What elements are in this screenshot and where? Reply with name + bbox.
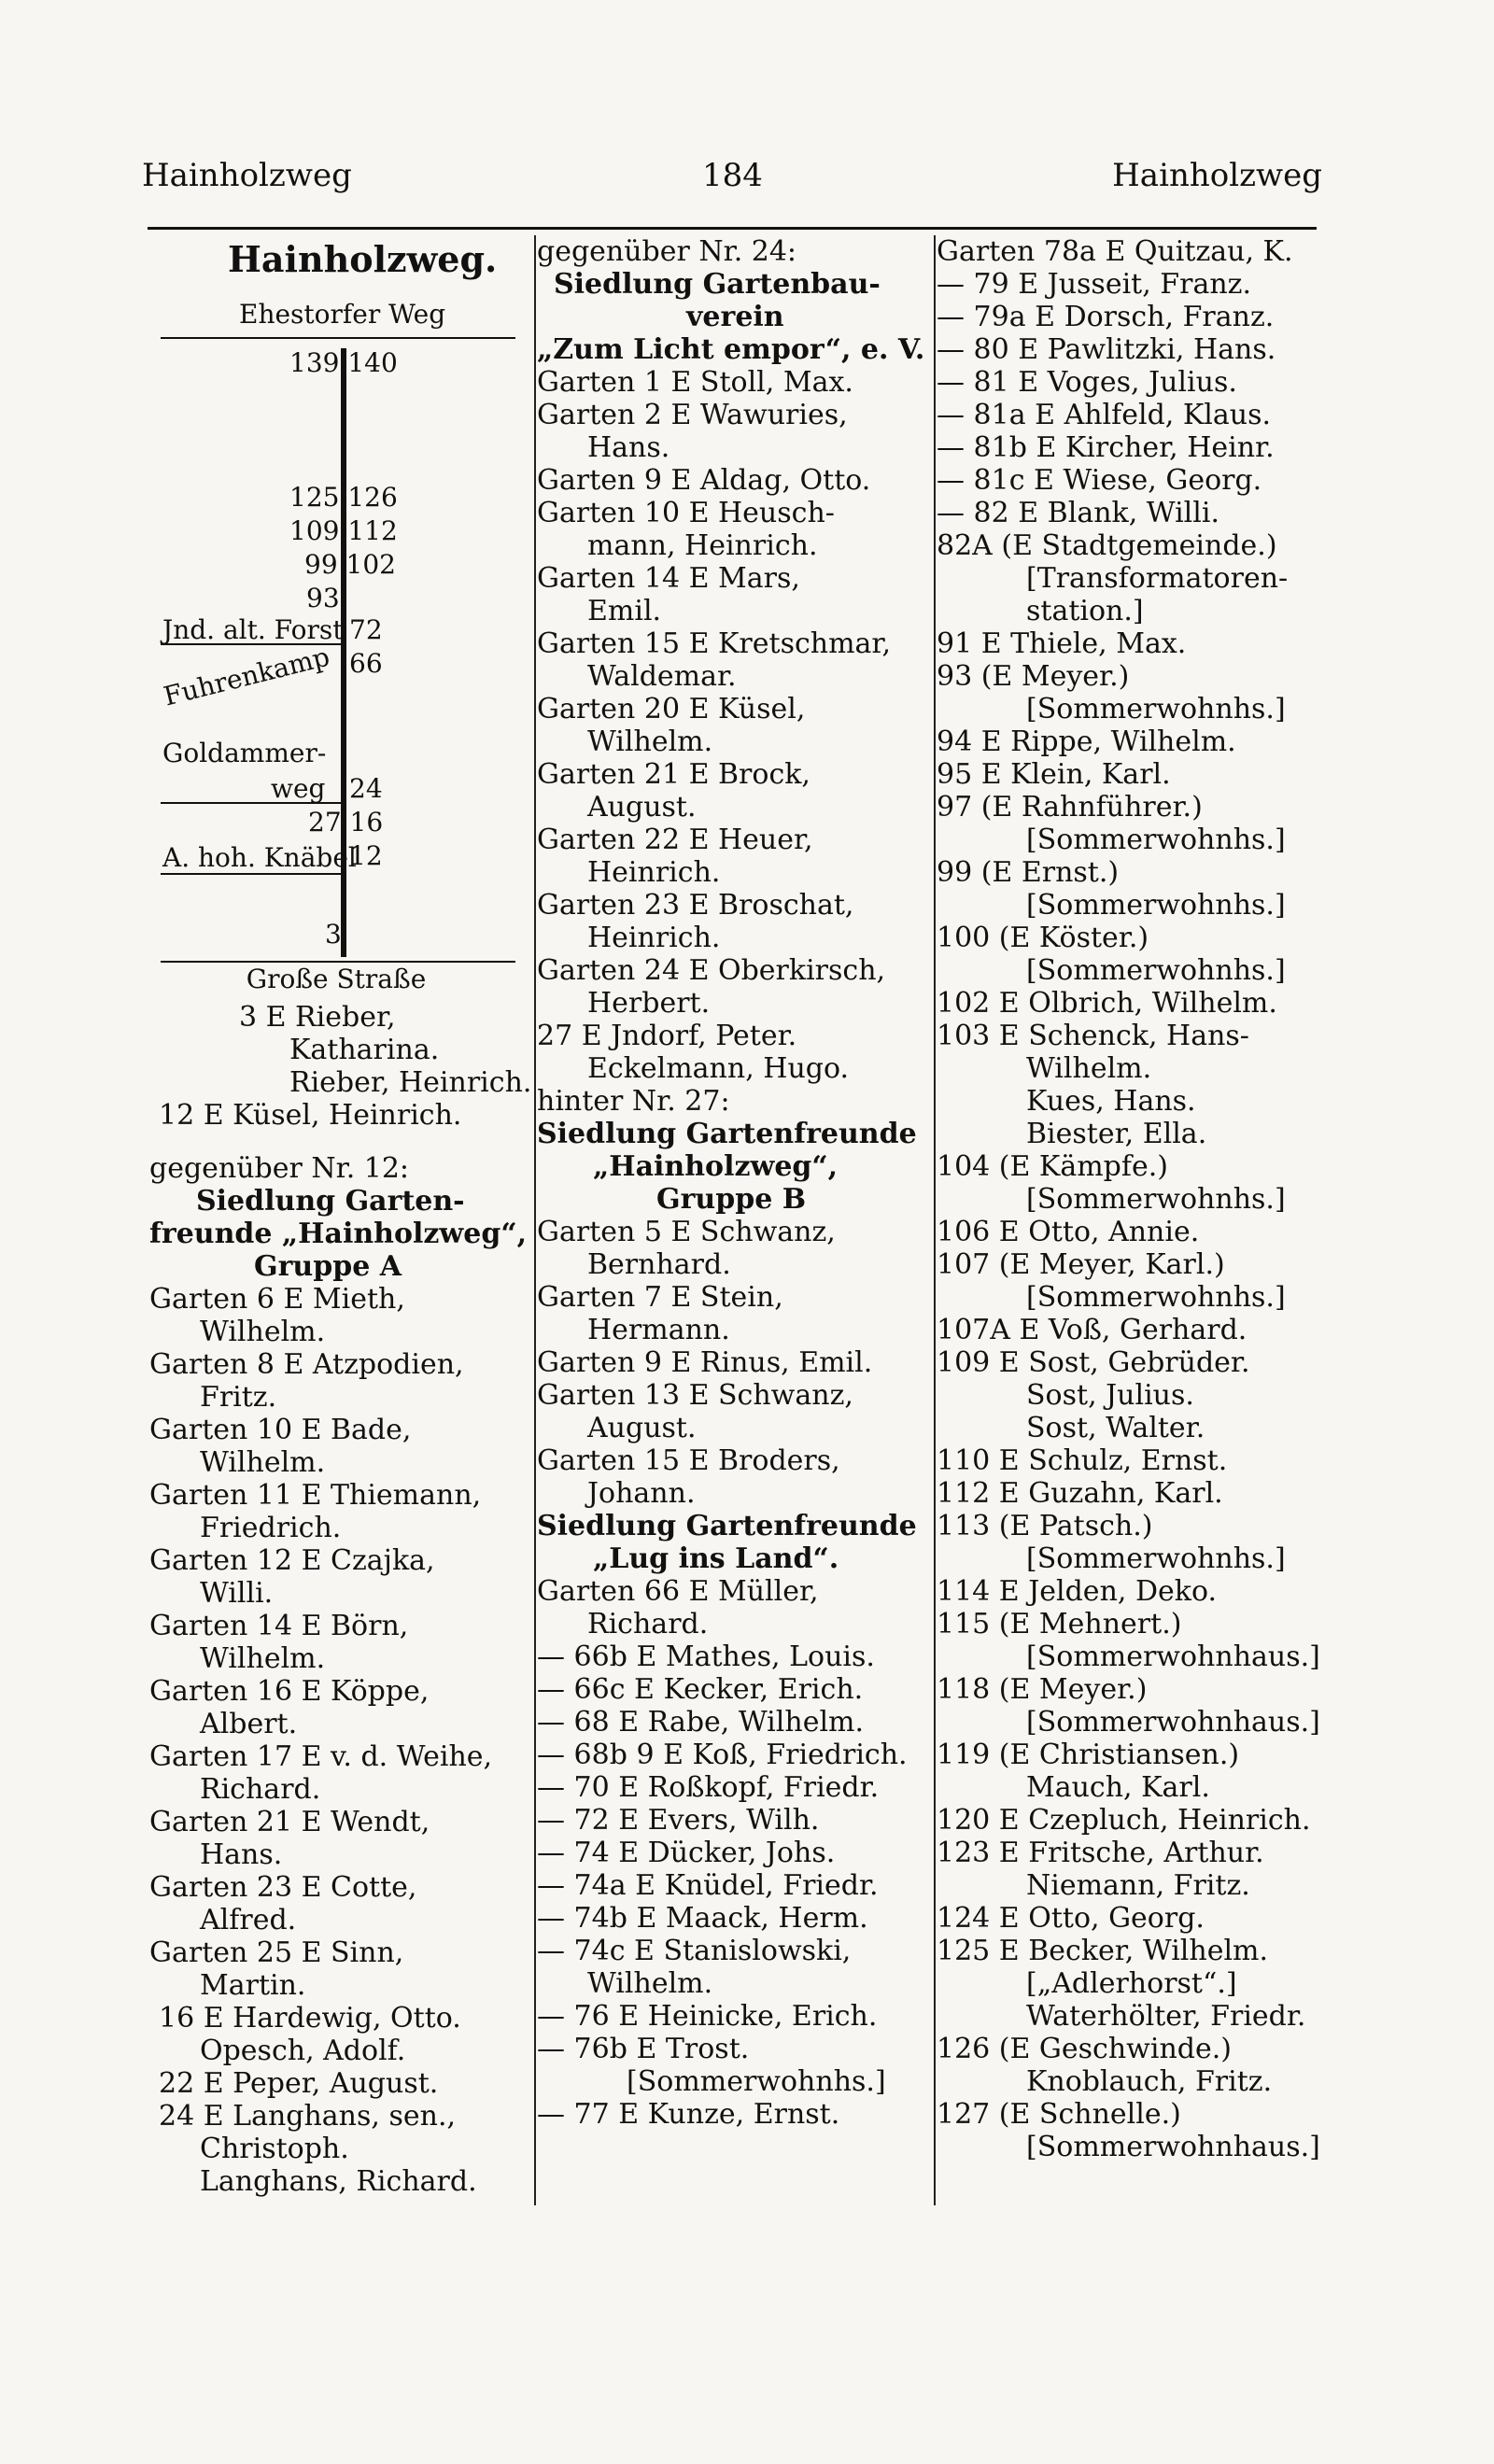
- entry-line: — 76b E Trost.: [537, 2033, 750, 2065]
- entry-line: Knoblauch, Fritz.: [1026, 2065, 1273, 2098]
- section-heading: „Zum Licht empor“, e. V.: [537, 333, 925, 366]
- entry-line: 120 E Czepluch, Heinrich.: [937, 1804, 1311, 1837]
- entry-line: Hans.: [587, 431, 670, 464]
- entry-line: gegenüber Nr. 24:: [537, 235, 797, 268]
- entry-line: Garten 66 E Müller,: [537, 1575, 819, 1608]
- entry-line: Garten 7 E Stein,: [537, 1281, 783, 1314]
- entry-line: 103 E Schenck, Hans-: [937, 1020, 1249, 1052]
- entry-line: Wilhelm.: [200, 1316, 326, 1348]
- diagram-label: 24: [349, 773, 383, 804]
- diagram-label: 27 16: [308, 807, 384, 838]
- header-rule: [148, 227, 1317, 230]
- entry-line: Christoph.: [200, 2133, 349, 2165]
- diagram-label: A. hoh. Knäbel: [162, 842, 357, 873]
- entry-line: Garten 6 E Mieth,: [149, 1283, 405, 1316]
- section-heading: Gruppe A: [254, 1250, 402, 1283]
- entry-line: Wilhelm.: [1026, 1052, 1152, 1085]
- column-3: [937, 235, 1329, 2163]
- entry-line: — 81a E Ahlfeld, Klaus.: [937, 399, 1272, 431]
- entry-line: — 74b E Maack, Herm.: [537, 1902, 868, 1935]
- diagram-label: 125 126: [289, 482, 398, 513]
- entry-line: — 79a E Dorsch, Franz.: [937, 301, 1275, 333]
- entry-line: 106 E Otto, Annie.: [937, 1216, 1200, 1248]
- entry-line: Garten 24 E Oberkirsch,: [537, 954, 886, 987]
- diagram-label: 109 112: [289, 515, 398, 546]
- entry-line: 107A E Voß, Gerhard.: [937, 1314, 1247, 1346]
- entry-line: 99 (E Ernst.): [937, 856, 1120, 889]
- entry-line: 110 E Schulz, Ernst.: [937, 1444, 1228, 1477]
- diagram-label: 99 102: [304, 549, 396, 580]
- entry-line: — 82 E Blank, Willi.: [937, 497, 1220, 529]
- entry-line: [Sommerwohnhaus.]: [1026, 2131, 1320, 2163]
- diagram-label: 12: [349, 840, 383, 871]
- entry-line: gegenüber Nr. 12:: [149, 1152, 410, 1185]
- entry-line: 94 E Rippe, Wilhelm.: [937, 725, 1236, 758]
- entry-line: Garten 25 E Sinn,: [149, 1936, 404, 1969]
- entry-line: — 66b E Mathes, Louis.: [537, 1640, 875, 1673]
- entry-line: [Sommerwohnhs.]: [1026, 954, 1286, 987]
- entry-line: — 68b 9 E Koß, Friedrich.: [537, 1739, 908, 1771]
- diagram-label: 93: [306, 583, 340, 613]
- entry-line: Garten 5 E Schwanz,: [537, 1216, 836, 1248]
- entry-line: 16 E Hardewig, Otto.: [159, 2002, 461, 2035]
- entry-line: — 77 E Kunze, Ernst.: [537, 2098, 840, 2131]
- entry-line: [Sommerwohnhs.]: [1026, 824, 1286, 856]
- entry-line: Albert.: [200, 1708, 298, 1740]
- entry-line: 107 (E Meyer, Karl.): [937, 1248, 1225, 1281]
- entry-line: — 70 E Roßkopf, Friedr.: [537, 1771, 880, 1804]
- entry-line: — 74c E Stanislowski,: [537, 1935, 852, 1967]
- entry-line: Bernhard.: [587, 1248, 731, 1281]
- entry-line: Sost, Julius.: [1026, 1379, 1194, 1412]
- entry-line: 114 E Jelden, Deko.: [937, 1575, 1218, 1608]
- entry-line: 127 (E Schnelle.): [937, 2098, 1181, 2131]
- entry-line: station.]: [1026, 595, 1144, 627]
- entry-line: Garten 15 E Broders,: [537, 1444, 840, 1477]
- entry-line: Heinrich.: [587, 922, 721, 954]
- entry-line: Friedrich.: [200, 1512, 342, 1544]
- header-right-street: Hainholzweg: [1112, 157, 1322, 194]
- entry-line: 125 E Becker, Wilhelm.: [937, 1935, 1269, 1967]
- entry-line: 24 E Langhans, sen.,: [159, 2100, 457, 2133]
- entry-line: 22 E Peper, August.: [159, 2067, 439, 2100]
- entry-line: [Sommerwohnhs.]: [627, 2065, 886, 2098]
- entry-line: August.: [587, 1412, 697, 1444]
- entry-line: Rieber, Heinrich.: [289, 1066, 532, 1099]
- entry-line: 100 (E Köster.): [937, 922, 1149, 954]
- entry-line: [Sommerwohnhaus.]: [1026, 1706, 1320, 1739]
- entry-line: hinter Nr. 27:: [537, 1085, 730, 1118]
- entry-line: Garten 21 E Brock,: [537, 758, 810, 791]
- diagram-label: Fuhrenkamp: [161, 641, 333, 712]
- section-heading: freunde „Hainholzweg“,: [149, 1218, 528, 1250]
- entry-line: Fritz.: [200, 1381, 277, 1414]
- diagram-bottom-street: Große Straße: [246, 964, 427, 994]
- entry-line: Garten 23 E Broschat,: [537, 889, 854, 922]
- entry-line: [Sommerwohnhs.]: [1026, 1183, 1286, 1216]
- section-heading: Siedlung Garten-: [196, 1185, 465, 1218]
- entry-line: Biester, Ella.: [1026, 1118, 1207, 1150]
- diagram-label: Jnd. alt. Forst: [162, 614, 344, 645]
- entry-line: Richard.: [200, 1773, 321, 1806]
- entry-line: Garten 14 E Börn,: [149, 1610, 409, 1642]
- entry-line: Garten 16 E Köppe,: [149, 1675, 430, 1708]
- page-number: 184: [702, 157, 763, 194]
- entry-line: Herbert.: [587, 987, 711, 1020]
- entry-line: 109 E Sost, Gebrüder.: [937, 1346, 1250, 1379]
- entry-line: Heinrich.: [587, 856, 721, 889]
- entry-line: [Sommerwohnhs.]: [1026, 693, 1286, 725]
- entry-line: 124 E Otto, Georg.: [937, 1902, 1205, 1935]
- diagram-label: weg: [271, 773, 326, 804]
- entry-line: Mauch, Karl.: [1026, 1771, 1210, 1804]
- entry-line: 102 E Olbrich, Wilhelm.: [937, 987, 1277, 1020]
- entry-line: 123 E Fritsche, Arthur.: [937, 1837, 1264, 1869]
- entry-line: — 81 E Voges, Julius.: [937, 366, 1237, 399]
- entry-line: — 68 E Rabe, Wilhelm.: [537, 1706, 865, 1739]
- entry-line: Wilhelm.: [200, 1642, 326, 1675]
- entry-line: — 81c E Wiese, Georg.: [937, 464, 1262, 497]
- entry-line: Garten 78a E Quitzau, K.: [937, 235, 1293, 268]
- diagram-label: 139 140: [289, 347, 398, 378]
- entry-line: [Transformatoren-: [1026, 562, 1289, 595]
- entry-line: Garten 9 E Rinus, Emil.: [537, 1346, 873, 1379]
- section-heading: Siedlung Gartenbau-: [554, 268, 881, 301]
- entry-line: Alfred.: [200, 1904, 297, 1936]
- entry-line: Garten 11 E Thiemann,: [149, 1479, 482, 1512]
- entry-line: [Sommerwohnhs.]: [1026, 889, 1286, 922]
- section-heading: „Hainholzweg“,: [593, 1150, 839, 1183]
- entry-line: [Sommerwohnhs.]: [1026, 1281, 1286, 1314]
- street-title: Hainholzweg.: [228, 238, 498, 280]
- entry-line: Garten 12 E Czajka,: [149, 1544, 435, 1577]
- entry-line: Katharina.: [289, 1034, 440, 1066]
- entry-line: [Sommerwohnhs.]: [1026, 1542, 1286, 1575]
- entry-line: Niemann, Fritz.: [1026, 1869, 1250, 1902]
- entry-line: Richard.: [587, 1608, 709, 1640]
- entry-line: Garten 21 E Wendt,: [149, 1806, 430, 1838]
- section-heading: Siedlung Gartenfreunde: [537, 1118, 917, 1150]
- entry-line: — 72 E Evers, Wilh.: [537, 1804, 820, 1837]
- entry-line: 119 (E Christiansen.): [937, 1739, 1240, 1771]
- entry-line: [„Adlerhorst“.]: [1026, 1967, 1237, 2000]
- entry-line: 12 E Küsel, Heinrich.: [159, 1099, 462, 1132]
- entry-line: — 76 E Heinicke, Erich.: [537, 2000, 878, 2033]
- entry-line: 82A (E Stadtgemeinde.): [937, 529, 1277, 562]
- section-heading: Gruppe B: [656, 1183, 807, 1216]
- entry-line: — 81b E Kircher, Heinr.: [937, 431, 1275, 464]
- diagram-rule: [161, 802, 342, 804]
- entry-line: August.: [587, 791, 697, 824]
- diagram-rule-bottom: [161, 961, 515, 963]
- column-2: [537, 235, 937, 2131]
- entry-line: Eckelmann, Hugo.: [587, 1052, 850, 1085]
- entry-line: 115 (E Mehnert.): [937, 1608, 1182, 1640]
- entry-line: 118 (E Meyer.): [937, 1673, 1148, 1706]
- entry-line: 97 (E Rahnführer.): [937, 791, 1203, 824]
- entry-line: 113 (E Patsch.): [937, 1510, 1153, 1542]
- entry-line: Johann.: [587, 1477, 696, 1510]
- entry-line: Garten 10 E Bade,: [149, 1414, 412, 1446]
- entry-line: Waterhölter, Friedr.: [1026, 2000, 1306, 2033]
- entry-line: Wilhelm.: [587, 725, 713, 758]
- diagram-top-street: Ehestorfer Weg: [239, 299, 446, 330]
- entry-line: Kues, Hans.: [1026, 1085, 1196, 1118]
- entry-line: Garten 15 E Kretschmar,: [537, 627, 891, 660]
- diagram-label: 72: [349, 614, 383, 645]
- header-left-street: Hainholzweg: [142, 157, 352, 194]
- entry-line: Garten 1 E Stoll, Max.: [537, 366, 853, 399]
- entry-line: Garten 20 E Küsel,: [537, 693, 806, 725]
- section-heading: verein: [686, 301, 784, 333]
- entry-line: Garten 8 E Atzpodien,: [149, 1348, 464, 1381]
- entry-line: Garten 2 E Wawuries,: [537, 399, 848, 431]
- entry-line: 27 E Jndorf, Peter.: [537, 1020, 797, 1052]
- entry-line: 95 E Klein, Karl.: [937, 758, 1171, 791]
- entry-line: Martin.: [200, 1969, 306, 2002]
- entry-line: 112 E Guzahn, Karl.: [937, 1477, 1223, 1510]
- entry-line: — 74 E Dücker, Johs.: [537, 1837, 836, 1869]
- entry-line: Garten 9 E Aldag, Otto.: [537, 464, 871, 497]
- column-divider-1: [534, 235, 536, 2205]
- entry-line: Hans.: [200, 1838, 283, 1871]
- entry-line: Emil.: [587, 595, 662, 627]
- entry-line: 91 E Thiele, Max.: [937, 627, 1187, 660]
- diagram-rule-top: [161, 337, 515, 339]
- entry-line: Sost, Walter.: [1026, 1412, 1205, 1444]
- entry-line: Hermann.: [587, 1314, 730, 1346]
- diagram-rule: [161, 873, 342, 875]
- entry-line: Willi.: [200, 1577, 274, 1610]
- entry-line: [Sommerwohnhaus.]: [1026, 1640, 1320, 1673]
- entry-line: — 74a E Knüdel, Friedr.: [537, 1869, 879, 1902]
- diagram-label: Goldammer-: [162, 738, 327, 768]
- section-heading: „Lug ins Land“.: [593, 1542, 839, 1575]
- entry-line: — 66c E Kecker, Erich.: [537, 1673, 864, 1706]
- entry-line: Opesch, Adolf.: [200, 2035, 406, 2067]
- street-diagram: [149, 298, 532, 961]
- section-heading: Siedlung Gartenfreunde: [537, 1510, 917, 1542]
- entry-line: Garten 14 E Mars,: [537, 562, 800, 595]
- entry-line: Langhans, Richard.: [200, 2165, 477, 2198]
- column-1: [149, 235, 532, 2198]
- entry-line: Garten 23 E Cotte,: [149, 1871, 417, 1904]
- entry-line: — 79 E Jusseit, Franz.: [937, 268, 1252, 301]
- diagram-label: 66: [349, 648, 383, 679]
- entry-line: 126 (E Geschwinde.): [937, 2033, 1232, 2065]
- entry-line: 104 (E Kämpfe.): [937, 1150, 1168, 1183]
- entry-line: Garten 10 E Heusch-: [537, 497, 835, 529]
- entry-line: 93 (E Meyer.): [937, 660, 1130, 693]
- entry-line: 3 E Rieber,: [239, 1001, 396, 1034]
- entry-line: — 80 E Pawlitzki, Hans.: [937, 333, 1276, 366]
- entry-line: Wilhelm.: [587, 1967, 713, 2000]
- entry-line: Garten 17 E v. d. Weihe,: [149, 1740, 493, 1773]
- entry-line: Garten 13 E Schwanz,: [537, 1379, 853, 1412]
- entry-line: Waldemar.: [587, 660, 737, 693]
- entry-line: mann, Heinrich.: [587, 529, 818, 562]
- entry-line: Garten 22 E Heuer,: [537, 824, 813, 856]
- diagram-label: 3: [325, 919, 342, 950]
- entry-line: Wilhelm.: [200, 1446, 326, 1479]
